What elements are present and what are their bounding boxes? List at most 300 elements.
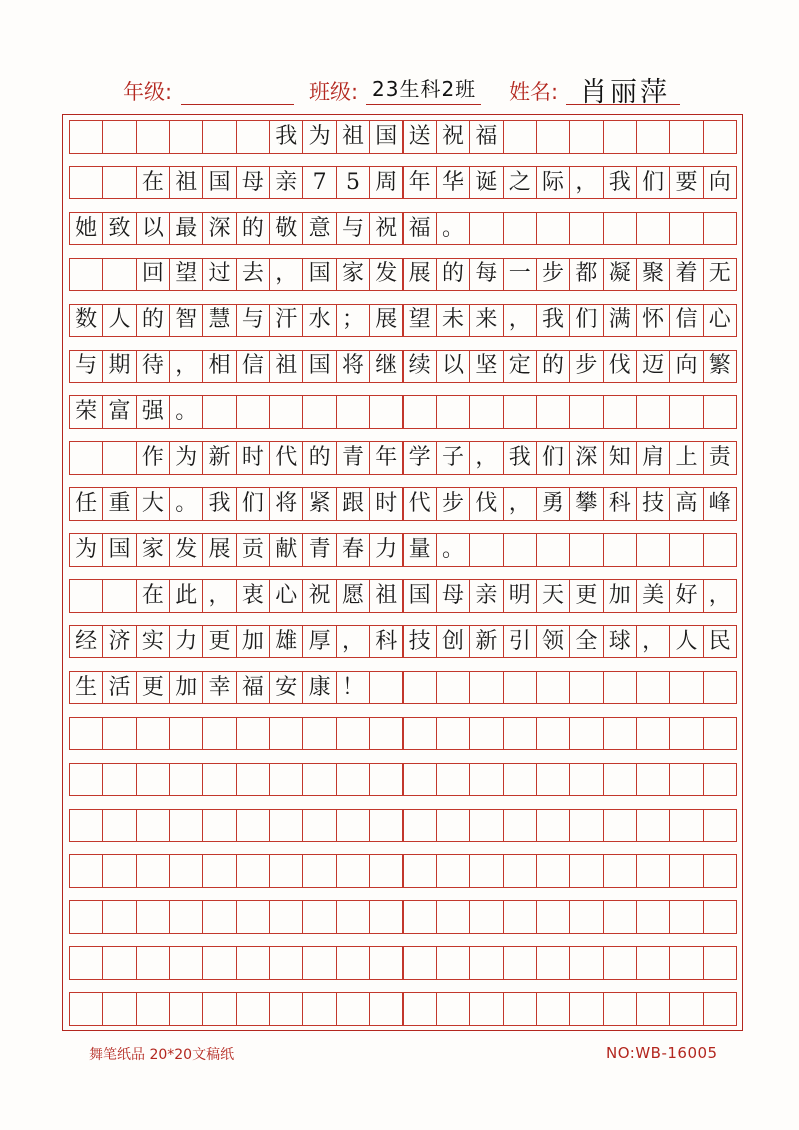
grid-cell: 心 — [703, 304, 737, 338]
grid-cell — [636, 212, 670, 246]
grid-cell: 生 — [69, 671, 103, 705]
grid-cell — [636, 946, 670, 980]
grid-cell: 。 — [436, 212, 470, 246]
grid-cell — [69, 900, 103, 934]
grid-cell — [102, 900, 136, 934]
grid-cell — [102, 946, 136, 980]
grid-cell — [636, 854, 670, 888]
grid-cell — [136, 992, 170, 1026]
grid-cell: 量 — [403, 533, 437, 567]
grid-cell — [703, 809, 737, 843]
grid-cell: 厚 — [302, 625, 336, 659]
grid-cell: 的 — [136, 304, 170, 338]
grid-cell — [503, 717, 537, 751]
grid-cell — [202, 900, 236, 934]
grid-cell: 信 — [236, 350, 270, 384]
grid-cell — [436, 717, 470, 751]
grid-cell — [69, 441, 103, 475]
grid-cell: 经 — [69, 625, 103, 659]
grid-cell — [69, 579, 103, 613]
grid-cell: 力 — [369, 533, 403, 567]
grid-cell: 的 — [302, 441, 336, 475]
grid-cell: 学 — [403, 441, 437, 475]
grid-cell — [369, 717, 403, 751]
grid-cell: 年 — [369, 441, 403, 475]
grid-cell — [102, 717, 136, 751]
grid-cell: 此 — [169, 579, 203, 613]
grid-cell: 人 — [102, 304, 136, 338]
grid-cell: 知 — [603, 441, 637, 475]
grid-cell: 加 — [236, 625, 270, 659]
grid-cell: 繁 — [703, 350, 737, 384]
class-value: 23生科2班 — [372, 77, 477, 101]
grid-cell — [669, 900, 703, 934]
grid-cell — [503, 992, 537, 1026]
grid-cell: 在 — [136, 579, 170, 613]
grid-cell — [603, 854, 637, 888]
grid-cell — [503, 946, 537, 980]
grid-cell: 春 — [336, 533, 370, 567]
grid-cell: 福 — [469, 120, 503, 154]
grid-cell: 将 — [336, 350, 370, 384]
grid-cell — [102, 441, 136, 475]
grid-cell — [269, 946, 303, 980]
grid-cell: 贡 — [236, 533, 270, 567]
grid-cell: 勇 — [536, 487, 570, 521]
grid-cell: 新 — [202, 441, 236, 475]
grid-cell: 加 — [603, 579, 637, 613]
grid-cell — [69, 809, 103, 843]
grid-cell — [136, 809, 170, 843]
grid-cell: 凝 — [603, 258, 637, 292]
grid-cell — [136, 717, 170, 751]
grid-cell: 待 — [136, 350, 170, 384]
grid-cell — [503, 395, 537, 429]
grid-cell — [636, 120, 670, 154]
grid-cell — [102, 258, 136, 292]
grid-cell — [569, 809, 603, 843]
grid-cell: 5 — [336, 166, 370, 200]
grid-cell: 国 — [302, 258, 336, 292]
grid-cell — [603, 946, 637, 980]
grid-cell — [703, 946, 737, 980]
grid-cell: 汗 — [269, 304, 303, 338]
grid-cell — [603, 671, 637, 705]
grid-cell: 深 — [569, 441, 603, 475]
grid-cell — [202, 992, 236, 1026]
grid-cell — [236, 763, 270, 797]
grid-cell — [169, 717, 203, 751]
grid-cell: 母 — [236, 166, 270, 200]
grid-cell — [503, 120, 537, 154]
grid-cell — [636, 717, 670, 751]
grid-cell — [469, 763, 503, 797]
grid-cell — [69, 717, 103, 751]
grid-cell — [536, 809, 570, 843]
grid-cell: 衷 — [236, 579, 270, 613]
grid-cell — [269, 900, 303, 934]
grid-cell — [503, 533, 537, 567]
grid-cell — [202, 854, 236, 888]
grid-cell — [102, 854, 136, 888]
grid-cell: 国 — [202, 166, 236, 200]
grid-cell: 伐 — [469, 487, 503, 521]
grid-cell — [569, 717, 603, 751]
grid-cell: 济 — [102, 625, 136, 659]
grid-cell: 来 — [469, 304, 503, 338]
grid-cell — [236, 992, 270, 1026]
grid-cell — [503, 763, 537, 797]
grid-cell — [469, 717, 503, 751]
grid-cell: 时 — [236, 441, 270, 475]
grid-cell: 坚 — [469, 350, 503, 384]
grid-cell: 着 — [669, 258, 703, 292]
grid-cell — [202, 763, 236, 797]
grid-cell: 步 — [536, 258, 570, 292]
grid-cell — [569, 212, 603, 246]
grid-cell: 天 — [536, 579, 570, 613]
grid-cell — [236, 900, 270, 934]
grid-cell: 。 — [169, 395, 203, 429]
grid-cell: 国 — [403, 579, 437, 613]
grid-cell — [369, 671, 403, 705]
grid-cell: 实 — [136, 625, 170, 659]
grid-cell: 亲 — [469, 579, 503, 613]
grid-cell: 家 — [136, 533, 170, 567]
grid-cell: ， — [503, 304, 537, 338]
header — [0, 60, 799, 110]
grid-cell: ， — [202, 579, 236, 613]
grid-cell — [302, 900, 336, 934]
grid-cell — [603, 763, 637, 797]
grid-cell — [603, 992, 637, 1026]
grid-cell — [336, 395, 370, 429]
grid-cell: 球 — [603, 625, 637, 659]
grid-cell: 祝 — [369, 212, 403, 246]
grid-cell — [69, 992, 103, 1026]
grid-cell: ， — [703, 579, 737, 613]
grid-cell — [636, 992, 670, 1026]
grid-cell — [436, 992, 470, 1026]
grid-cell — [469, 809, 503, 843]
grid-cell: 康 — [302, 671, 336, 705]
name-value: 肖丽萍 — [580, 77, 670, 108]
grid-cell — [236, 717, 270, 751]
grid-cell: 新 — [469, 625, 503, 659]
grid-cell: 亲 — [269, 166, 303, 200]
grid-cell — [536, 120, 570, 154]
grid-cell: 技 — [636, 487, 670, 521]
grid-cell: ， — [569, 166, 603, 200]
grid-cell — [703, 120, 737, 154]
grid-cell: 创 — [436, 625, 470, 659]
grid-cell: 雄 — [269, 625, 303, 659]
grid-cell: 之 — [503, 166, 537, 200]
grid-cell: ！ — [336, 671, 370, 705]
grid-cell: 以 — [436, 350, 470, 384]
grid-cell — [636, 809, 670, 843]
grid-cell: 与 — [236, 304, 270, 338]
grid-cell — [703, 992, 737, 1026]
grid-cell — [669, 809, 703, 843]
grid-cell: 送 — [403, 120, 437, 154]
grid-cell — [302, 992, 336, 1026]
grid-cell: 未 — [436, 304, 470, 338]
grid-cell — [603, 533, 637, 567]
grid-cell — [202, 120, 236, 154]
grid-cell: 的 — [536, 350, 570, 384]
grid-cell: 愿 — [336, 579, 370, 613]
grid-cell — [536, 671, 570, 705]
grid-cell: 心 — [269, 579, 303, 613]
grid-cell: 敬 — [269, 212, 303, 246]
grid-cell: 母 — [436, 579, 470, 613]
grid-cell: 际 — [536, 166, 570, 200]
grid-cell: 荣 — [69, 395, 103, 429]
grid-cell: 家 — [336, 258, 370, 292]
grid-cell: 诞 — [469, 166, 503, 200]
grid-cell — [536, 946, 570, 980]
grid-cell — [369, 992, 403, 1026]
grid-cell — [436, 763, 470, 797]
grid-cell — [469, 946, 503, 980]
grid-cell: 科 — [369, 625, 403, 659]
grid-cell — [703, 900, 737, 934]
grid-cell — [336, 717, 370, 751]
grid-cell: ， — [169, 350, 203, 384]
grid-cell: 国 — [102, 533, 136, 567]
grid-cell: 们 — [636, 166, 670, 200]
grid-cell: 责 — [703, 441, 737, 475]
grid-cell: 祖 — [336, 120, 370, 154]
grid-cell — [69, 120, 103, 154]
grid-cell — [603, 809, 637, 843]
grid-cell: 富 — [102, 395, 136, 429]
grid-cell — [669, 717, 703, 751]
grid-cell: 回 — [136, 258, 170, 292]
grid-cell — [302, 854, 336, 888]
grid-cell: 无 — [703, 258, 737, 292]
grid-cell: ， — [336, 625, 370, 659]
grid-cell: 明 — [503, 579, 537, 613]
grid-cell: 期 — [102, 350, 136, 384]
grid-cell: 重 — [102, 487, 136, 521]
grid-cell — [669, 946, 703, 980]
grid-cell: 作 — [136, 441, 170, 475]
grid-cell — [336, 946, 370, 980]
grid-cell — [369, 395, 403, 429]
grid-cell — [302, 717, 336, 751]
grid-cell: 每 — [469, 258, 503, 292]
grid-cell — [302, 763, 336, 797]
grid-cell: 为 — [169, 441, 203, 475]
grid-cell — [236, 809, 270, 843]
grid-cell — [703, 854, 737, 888]
grid-cell — [69, 854, 103, 888]
grid-cell — [403, 992, 437, 1026]
grid-cell: 致 — [102, 212, 136, 246]
grid-cell: 过 — [202, 258, 236, 292]
grid-cell — [236, 946, 270, 980]
grid-cell — [603, 900, 637, 934]
grid-cell: 将 — [269, 487, 303, 521]
grid-cell — [436, 854, 470, 888]
grid-cell — [302, 946, 336, 980]
grid-cell: 数 — [69, 304, 103, 338]
grid-cell — [636, 763, 670, 797]
grid-cell — [536, 717, 570, 751]
grid-cell: 力 — [169, 625, 203, 659]
grid-cell: 与 — [336, 212, 370, 246]
grid-cell: 峰 — [703, 487, 737, 521]
grid-cell — [369, 900, 403, 934]
grid-cell — [536, 854, 570, 888]
grid-cell — [703, 717, 737, 751]
grid-cell — [202, 395, 236, 429]
grid-cell: 上 — [669, 441, 703, 475]
grid-cell: 信 — [669, 304, 703, 338]
grid-cell: 为 — [69, 533, 103, 567]
grid-cell: 发 — [169, 533, 203, 567]
grid-cell: 定 — [503, 350, 537, 384]
grid-cell — [436, 395, 470, 429]
grid-cell — [336, 809, 370, 843]
grid-cell: 深 — [202, 212, 236, 246]
grid-cell: 要 — [669, 166, 703, 200]
grid-cell — [469, 671, 503, 705]
grid-cell: 祖 — [269, 350, 303, 384]
grid-cell — [569, 946, 603, 980]
grid-cell: 展 — [369, 304, 403, 338]
grid-cell — [269, 809, 303, 843]
grid-cell: 为 — [302, 120, 336, 154]
grid-cell — [603, 212, 637, 246]
grid-cell: 祖 — [369, 579, 403, 613]
grid-cell: 都 — [569, 258, 603, 292]
grid-cell — [236, 120, 270, 154]
grid-cell: 国 — [302, 350, 336, 384]
grid-cell: 我 — [603, 166, 637, 200]
grid-cell — [269, 717, 303, 751]
grid-cell — [469, 533, 503, 567]
grid-cell — [369, 946, 403, 980]
grid-cell — [403, 854, 437, 888]
grid-cell: 们 — [569, 304, 603, 338]
grid-cell — [569, 671, 603, 705]
grid-cell — [403, 395, 437, 429]
grid-cell — [703, 763, 737, 797]
grid-cell: 一 — [503, 258, 537, 292]
grid-cell — [669, 120, 703, 154]
grid-cell — [102, 166, 136, 200]
grid-cell — [603, 395, 637, 429]
grid-cell: 好 — [669, 579, 703, 613]
grid-cell — [403, 717, 437, 751]
grid-cell: 大 — [136, 487, 170, 521]
grid-cell — [503, 212, 537, 246]
manuscript-grid — [69, 120, 736, 1025]
grid-cell — [403, 900, 437, 934]
grid-cell — [169, 854, 203, 888]
grid-cell — [569, 900, 603, 934]
grid-cell — [403, 763, 437, 797]
grid-cell: ， — [636, 625, 670, 659]
grid-cell: 我 — [269, 120, 303, 154]
grid-cell: 强 — [136, 395, 170, 429]
grid-cell: 聚 — [636, 258, 670, 292]
grid-cell: 高 — [669, 487, 703, 521]
grid-cell: ， — [469, 441, 503, 475]
grid-cell — [436, 900, 470, 934]
grid-cell: 时 — [369, 487, 403, 521]
grid-cell: ； — [336, 304, 370, 338]
grid-cell: 迈 — [636, 350, 670, 384]
grid-cell: 满 — [603, 304, 637, 338]
grid-cell — [603, 120, 637, 154]
grid-cell: 安 — [269, 671, 303, 705]
grid-cell: 献 — [269, 533, 303, 567]
grid-cell: 展 — [202, 533, 236, 567]
grid-cell: 相 — [202, 350, 236, 384]
grid-cell: 代 — [269, 441, 303, 475]
grid-cell — [102, 809, 136, 843]
grid-cell: 最 — [169, 212, 203, 246]
grid-cell — [469, 900, 503, 934]
grid-cell — [336, 854, 370, 888]
grid-cell — [69, 258, 103, 292]
grid-cell — [536, 763, 570, 797]
grid-cell: 展 — [403, 258, 437, 292]
footer-brand: 舞笔纸品 20*20文稿纸 — [89, 1047, 235, 1063]
grid-cell — [503, 900, 537, 934]
grid-cell: 子 — [436, 441, 470, 475]
grid-cell — [703, 533, 737, 567]
grid-cell: 去 — [236, 258, 270, 292]
grid-cell: 们 — [536, 441, 570, 475]
grid-cell — [102, 763, 136, 797]
grid-cell — [536, 900, 570, 934]
grid-cell — [469, 395, 503, 429]
grid-cell — [503, 854, 537, 888]
grid-cell: 攀 — [569, 487, 603, 521]
grid-cell — [369, 809, 403, 843]
grid-cell — [636, 900, 670, 934]
grid-cell — [536, 533, 570, 567]
grid-cell: 7 — [302, 166, 336, 200]
grid-cell — [136, 946, 170, 980]
grid-cell — [669, 212, 703, 246]
grid-cell: 在 — [136, 166, 170, 200]
grid-cell: 全 — [569, 625, 603, 659]
grid-cell: 我 — [503, 441, 537, 475]
grid-cell: 跟 — [336, 487, 370, 521]
grid-cell: 青 — [302, 533, 336, 567]
grid-cell — [336, 992, 370, 1026]
grid-cell — [603, 717, 637, 751]
grid-cell — [536, 212, 570, 246]
grid-cell — [269, 763, 303, 797]
grid-cell — [169, 809, 203, 843]
grid-cell: 慧 — [202, 304, 236, 338]
grid-cell: 美 — [636, 579, 670, 613]
grid-cell — [169, 992, 203, 1026]
grid-cell — [503, 671, 537, 705]
grid-cell: 我 — [536, 304, 570, 338]
grid-cell — [202, 717, 236, 751]
grid-cell — [436, 671, 470, 705]
grid-cell — [169, 946, 203, 980]
grid-cell — [136, 763, 170, 797]
